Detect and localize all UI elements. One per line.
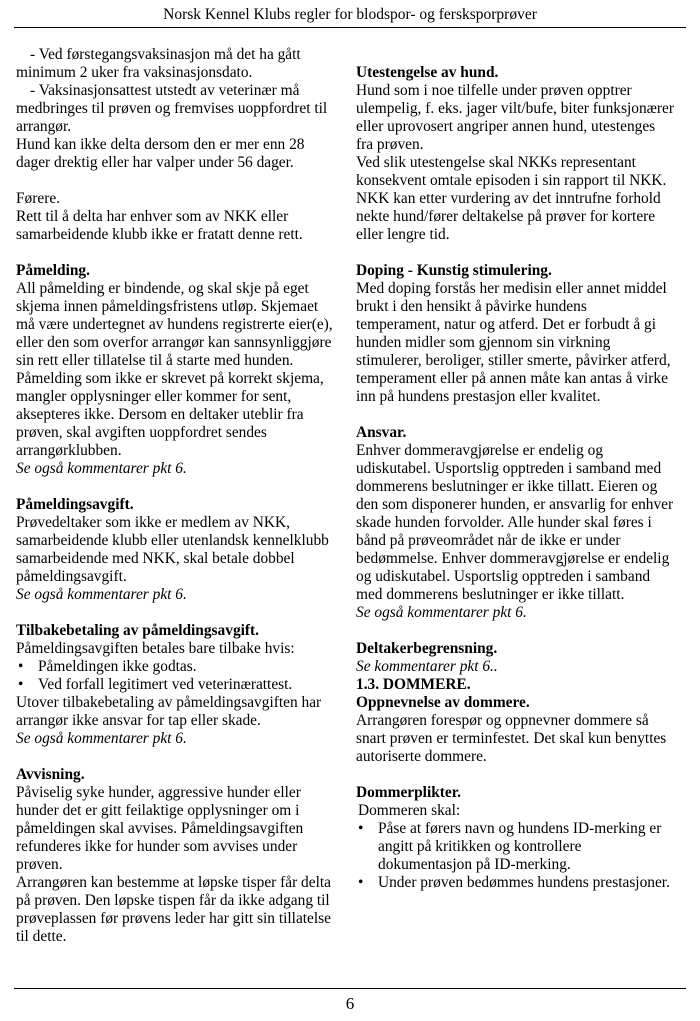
ansvar-paragraph: Enhver dommeravgjørelse er endelig og udiskutabel. Usportslig opptreden i samband med dommerens beslutninger er ikke tillatt. Eieren og den som disponerer hunden, er ansvarlig for enhver skade hunden forvolder. Alle hunder skal føres i bånd på prøveområdet når de ikke er under bedømmelse. Enhver dommeravgjørelse er endelig og udiskutabel. Usportslig opptreden i samband med dommerens beslutninger er ikke tillatt. <box>356 442 674 603</box>
tilbakebetaling-heading: Tilbakebetaling av påmeldingsavgift. <box>16 622 260 639</box>
pameldingsavgift-paragraph: Prøvedeltaker som ikke er medlem av NKK, samarbeidende klubb eller utenlandsk kennelklubb samarbeidende med NKK, skal betale dobbel påmeldingsavgift. <box>16 514 329 585</box>
utestengelse-paragraph-2: Ved slik utestengelse skal NKKs representant konsekvent omtale episoden i sin rapport til NKK. NKK kan etter vurdering av det inntrufne forhold nekte hund/fører deltakelse på prøver for kortere eller lengre tid. <box>356 154 667 243</box>
tilbakebetaling-reference: Se også kommentarer pkt 6. <box>16 730 187 747</box>
list-item: • Påse at førers navn og hundens ID-merking er angitt på kritikken og kontrollere dokumentasjon på ID-merking. <box>358 820 662 873</box>
oppnevnelse-heading: Oppnevnelse av dommere. <box>356 694 530 711</box>
forere-paragraph: Rett til å delta har enhver som av NKK eller samarbeidende klubb ikke er fratatt denne rett. <box>16 208 303 243</box>
pamelding-heading: Påmelding. <box>16 262 90 279</box>
ansvar-reference: Se også kommentarer pkt 6. <box>356 604 527 621</box>
avvisning-paragraph-2: Arrangøren kan bestemme at løpske tisper får delta på prøven. Den løpske tispen får da ikke adgang til prøveplassen før prøvens leder har gitt sin tillatelse til dette. <box>16 874 331 945</box>
ansvar-heading: Ansvar. <box>356 424 407 441</box>
vaccination-certificate-paragraph: - Vaksinasjonsattest utstedt av veterinær må medbringes til prøven og fremvises uoppfordret til arrangør. <box>16 82 328 135</box>
doping-paragraph: Med doping forstås her medisin eller annet middel brukt i den hensikt å påvirke hundens temperament, natur og atferd. Det er forbudt å gi hunden midler som gjennom sin virkning stimulerer, beroliger, stiller smerte, påvirker atferd, temperament eller på annen måte kan antas å virke inn på hundens prestasjon eller kvalitet. <box>356 280 671 405</box>
page-number: 6 <box>345 994 355 1013</box>
oppnevnelse-paragraph: Arrangøren forespør og oppnevner dommere så snart prøven er terminfestet. Det skal kun benyttes autoriserte dommere. <box>356 712 667 765</box>
bullet-icon: • <box>358 820 364 837</box>
pregnancy-paragraph: Hund kan ikke delta dersom den er mer enn 28 dager drektig eller har valper under 56 dager. <box>16 136 305 171</box>
list-item: • Påmeldingen ikke godtas. <box>18 658 197 675</box>
deltakerbegrensning-heading: Deltakerbegrensning. <box>356 640 498 657</box>
list-item: • Under prøven bedømmes hundens prestasjoner. <box>358 874 670 891</box>
avvisning-heading: Avvisning. <box>16 766 85 783</box>
deltakerbegrensning-reference: Se kommentarer pkt 6.. <box>356 658 498 675</box>
dommere-section-heading: 1.3. DOMMERE. <box>356 676 471 693</box>
avvisning-paragraph: Påviselig syke hunder, aggressive hunder eller hunder det er gitt feilaktige opplysninger om i påmeldingen skal avvises. Påmeldingsavgiften refunderes ikke for hunder som avvises under prøven. <box>16 784 304 873</box>
pameldingsavgift-heading: Påmeldingsavgift. <box>16 496 134 513</box>
left-column <box>16 46 338 946</box>
footer-rule <box>14 988 686 989</box>
bullet-icon: • <box>18 658 24 675</box>
dommerplikter-heading: Dommerplikter. <box>356 784 462 801</box>
dommerplikter-intro: Dommeren skal: <box>358 802 461 819</box>
header-rule <box>14 27 686 28</box>
right-column <box>356 46 674 892</box>
dommerplikter-list <box>356 820 674 892</box>
doping-heading: Doping - Kunstig stimulering. <box>356 262 552 279</box>
utestengelse-paragraph: Hund som i noe tilfelle under prøven opptrer ulempelig, f. eks. jager vilt/bufe, biter funksjonærer eller uprovosert angriper annen hund, utestenges fra prøven. <box>356 82 674 153</box>
forere-heading: Førere. <box>16 190 61 207</box>
list-item: • Ved forfall legitimert ved veterinærattest. <box>18 676 293 693</box>
tilbakebetaling-list <box>16 658 338 694</box>
page-header: Norsk Kennel Klubs regler for blodspor- og fersksporprøver <box>163 6 537 23</box>
pamelding-reference: Se også kommentarer pkt 6. <box>16 460 187 477</box>
tilbakebetaling-paragraph: Påmeldingsavgiften betales bare tilbake hvis: <box>16 640 295 657</box>
utestengelse-heading: Utestengelse av hund. <box>356 64 499 81</box>
pamelding-paragraph: All påmelding er bindende, og skal skje på eget skjema innen påmeldingsfristens utløp. Skjemaet må være undertegnet av hundens registrerte eier(e), eller den som overfor arrangør kan sannsynliggjøre sin rett eller tillatelse til å starte med hunden. Påmelding som ikke er skrevet på korrekt skjema, mangler opplysninger eller kommer for sent, aksepteres ikke. Dersom en deltaker uteblir fra prøven, skal avgiften uoppfordret sendes arrangørklubben. <box>16 280 333 459</box>
pameldingsavgift-reference: Se også kommentarer pkt 6. <box>16 586 187 603</box>
tilbakebetaling-paragraph-2: Utover tilbakebetaling av påmeldingsavgiften har arrangør ikke ansvar for tap eller skade. <box>16 694 322 729</box>
vaccination-first-paragraph: - Ved førstegangsvaksinasjon må det ha gått minimum 2 uker fra vaksinasjonsdato. <box>16 46 301 81</box>
bullet-icon: • <box>358 874 364 891</box>
bullet-icon: • <box>18 676 24 693</box>
